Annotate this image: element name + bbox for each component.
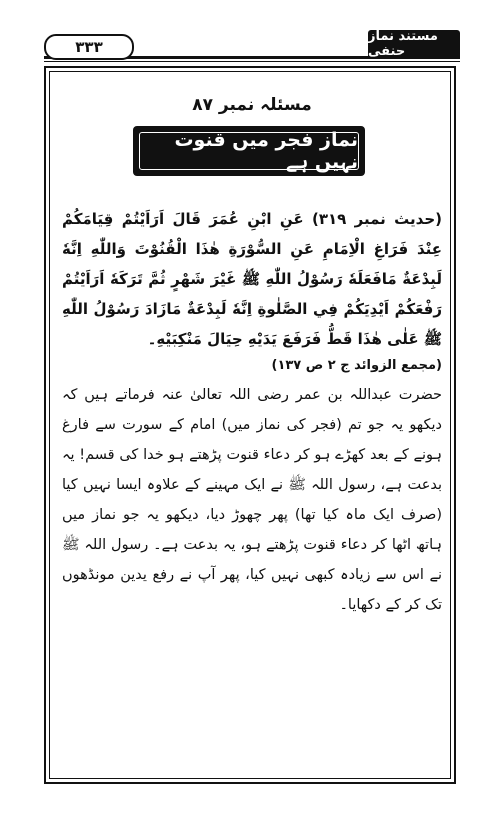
page-number-badge xyxy=(44,34,134,60)
book-title: مستند نماز حنفی xyxy=(368,29,438,59)
page-number: ۳۳۳ xyxy=(75,38,103,56)
chapter-title-box xyxy=(133,126,365,176)
hadith-reference: (مجمع الزوائد ج ۲ ص ۱۳۷) xyxy=(271,358,442,373)
hadith-arabic-text: (حدیث نمبر ۳۱۹) عَنِ ابْنِ عُمَرَ قَالَ اَرَاَيْتُمْ قِيَامَكُمْ عِنْدَ فَرَاغِ الْاِمَامِ عَنِ السُّوْرَةِ هٰذَا الْقُنُوْتَ وَاللّٰهِ اِنَّهٗ لَبِدْعَةٌ مَافَعَلَهٗ رَسُوْلُ اللّٰهِ ﷺ غَيْرَ شَهْرٍ ثُمَّ تَرَكَهٗ اَرَاَيْتُمْ رَفْعَكُمْ اَيْدِيَكُمْ فِي الصَّلٰوةِ اِنَّهٗ لَبِدْعَةٌ مَازَادَ رَسُوْلُ اللّٰهِ ﷺ عَلٰى هٰذَا قَطُّ فَرَفَعَ يَدَيْهِ حِيَالَ مَنْكِبَيْهِ۔ xyxy=(62,210,442,348)
book-title-tab xyxy=(368,30,460,58)
urdu-translation: حضرت عبداللہ بن عمر رضی اللہ تعالیٰ عنہ فرماتے ہیں کہ دیکھو یہ جو تم (فجر کی نماز میں) امام کے سورت سے فارغ ہونے کے بعد کھڑے ہو کر دعاء قنوت پڑھتے ہو خدا کی قسم! یہ بدعت ہے، رسول اللہ ﷺ نے ایک مہینے کے علاوہ ایسا نہیں کیا (صرف ایک ماہ کیا تھا) پھر چھوڑ دیا، دیکھو یہ جو نماز میں ہاتھ اٹھا کر دعاء قنوت پڑھتے ہو، یہ بدعت ہے۔ رسول اللہ ﷺ نے اس سے زیادہ کبھی نہیں کیا، پھر آپ نے رفع یدین مونڈھوں تک کر کے دکھایا۔ xyxy=(62,387,442,613)
header-rule-thin xyxy=(44,61,460,62)
chapter-title: نماز فجر میں قنوت نہیں ہے xyxy=(139,132,359,170)
masala-number: مسئلہ نمبر ۸۷ xyxy=(192,95,312,115)
